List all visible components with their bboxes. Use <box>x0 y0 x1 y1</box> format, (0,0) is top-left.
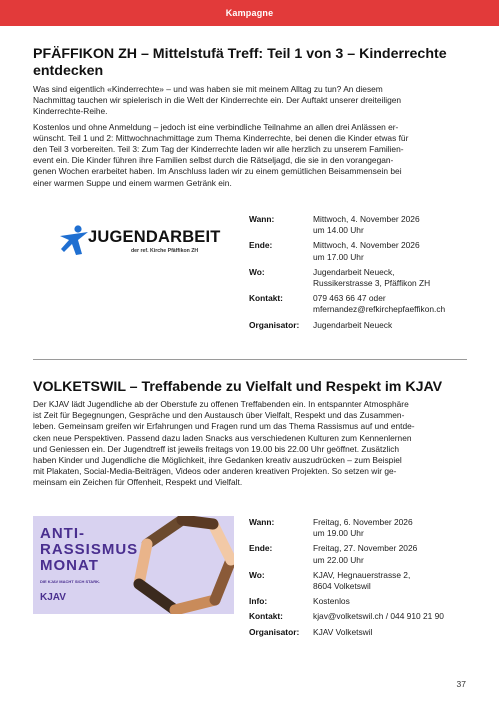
info-row: Kontakt: kjav@volketswil.ch / 044 910 21 90 <box>249 611 444 622</box>
jumping-figure-icon <box>58 224 92 258</box>
info-row: Ende: Freitag, 27. November 2026 um 22.00 Uhr <box>249 543 418 565</box>
anti-rassismus-poster <box>33 516 234 614</box>
info-row: Organisator: Jugendarbeit Neueck <box>249 319 393 330</box>
poster-line-2: RASSISMUS <box>40 541 139 558</box>
info-row: Wo: KJAV, Hegnauerstrasse 2, 8604 Volketswil <box>249 569 411 592</box>
joined-arms-icon <box>127 516 234 614</box>
article-title: PFÄFFIKON ZH – Mittelstufä Treff: Teil 1 von 3 – Kinderrechte entdecken <box>33 46 447 79</box>
section-banner <box>0 0 499 26</box>
info-row: Ende: Mittwoch, 4. November 2026 um 17.00 Uhr <box>249 240 420 262</box>
article-paragraph: Kostenlos und ohne Anmeldung – jedoch ist eine verbindliche Teilnahme an allen drei Anlässen er- wünscht. Teil 1 und 2: Mittwochnachmittage zum Thema Kinderrechte, bei denen die Kinder etwas für den Teil 3 vorbereiten. Teil 3: Zum Tag der Kinderrechte laden wir alle herzlich zu unserem Familien- event ein. Die Kinder führen ihre Familien selbst durch die Rätseljagd, die sie in den vorangegan- genen Wochen erarbeitet haben. Im Anschluss laden wir zu einem gemütlichen Beisammensein bei einer warmen Suppe und einem warmen Getränk ein. <box>33 121 409 188</box>
info-row: Info: Kostenlos <box>249 596 350 607</box>
info-row: Wo: Jugendarbeit Neueck, Russikerstrasse 3, Pfäffikon ZH <box>249 266 431 289</box>
poster-line-1: ANTI- <box>40 525 85 542</box>
logo-subtitle: der ref. Kirche Pfäffikon ZH <box>131 248 199 254</box>
article-paragraph: Der KJAV lädt Jugendliche ab der Oberstufe zu offenen Treffabenden ein. In entspannter Atmosphäre ist Zeit für Begegnungen, Gespräche und den Austausch über Vielfalt, Respekt und das Zusammen- leben. Gemeinsam greifen wir Erfahrungen und Fragen rund um das Thema Rassismus auf und entde- cken neue Perspektiven. Passend dazu laden Snacks aus verschiedenen Kulturen zum Kennenlernen und Geniessen ein. Der Jugendtreff ist jeweils freitags von 19.00 bis 22.00 Uhr geöffnet. Zusätzlich haben Kinder und Jugendliche die Möglichkeit, ihre Gedanken kreativ auszudrücken – zum Beispiel mit Plakaten, Social-Media-Beiträgen, Videos oder anderen kreativen Projekten. So setzen wir ge- meinsam ein Zeichen für Offenheit, Respekt und Vielfalt. <box>33 399 415 488</box>
logo-title: JUGENDARBEIT <box>88 228 221 246</box>
poster-tagline: DIE KJAV MACHT SICH STARK. <box>40 579 101 584</box>
article-title: VOLKETSWIL – Treffabende zu Vielfalt und Respekt im KJAV <box>33 379 443 395</box>
page-number: 37 <box>456 679 466 689</box>
article-paragraph: Was sind eigentlich «Kinderrechte» – und was haben sie mit meinem Alltag zu tun? An diesem Nachmittag tauchen wir spielerisch in die Welt der Kinderrechte ein. Der Auftakt unserer dreiteiligen Kinderrechte-Reihe. <box>33 84 402 117</box>
event-info-pfaeffikon <box>249 214 445 331</box>
event-info-volketswil <box>249 517 444 638</box>
article-volketswil <box>33 379 467 489</box>
jugendarbeit-logo <box>58 222 221 262</box>
info-row: Kontakt: 079 463 66 47 oder mfernandez@refkirchepfaeffikon.ch <box>249 293 446 315</box>
poster-brand: KJAV <box>40 592 66 603</box>
info-row: Wann: Mittwoch, 4. November 2026 um 14.00 Uhr <box>249 214 420 236</box>
article-pfaeffikon <box>33 46 467 189</box>
section-divider <box>33 359 467 360</box>
section-label: Kampagne <box>225 8 274 18</box>
poster-line-3: MONAT <box>40 557 99 574</box>
info-row: Organisator: KJAV Volketswil <box>249 626 373 637</box>
info-row: Wann: Freitag, 6. November 2026 um 19.00 Uhr <box>249 517 413 539</box>
